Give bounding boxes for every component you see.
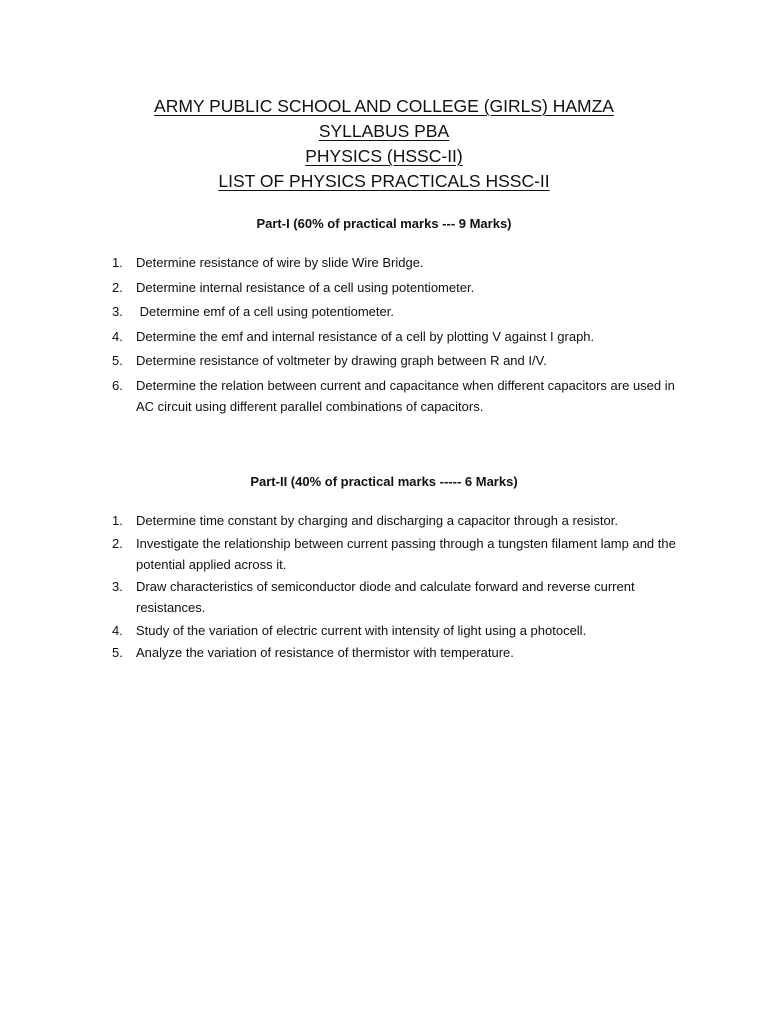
document-header bbox=[0, 94, 768, 194]
list-item-text: Determine time constant by charging and discharging a capacitor through a resistor. bbox=[136, 513, 618, 528]
list-item-text: Determine resistance of wire by slide Wire Bridge. bbox=[136, 255, 424, 270]
list-item-text: Determine the emf and internal resistance of a cell by plotting V against I graph. bbox=[136, 328, 595, 344]
syllabus-text: SYLLABUS PBA bbox=[318, 121, 450, 141]
subject-heading bbox=[0, 144, 768, 169]
list-item bbox=[0, 533, 768, 575]
list-item-number: 5. bbox=[112, 645, 123, 660]
list-item bbox=[0, 642, 768, 663]
list-item-text: Determine internal resistance of a cell using potentiometer. bbox=[136, 279, 475, 295]
list-item-text: Determine emf of a cell using potentiometer. bbox=[136, 304, 394, 319]
list-item-number: 4. bbox=[112, 328, 123, 344]
list-item-number: 3. bbox=[112, 304, 123, 319]
list-item-number: 1. bbox=[112, 513, 123, 528]
list-item-number: 4. bbox=[112, 622, 123, 638]
list-item-text: Determine the relation between current and capacitance when different capacitors are used in AC circuit using different parallel combinations of capacitors. bbox=[136, 377, 675, 414]
subject-text: PHYSICS (HSSC-II) bbox=[305, 146, 463, 166]
part2-title: Part-II (40% of practical marks ----- 6 Marks) bbox=[250, 474, 518, 489]
syllabus-heading bbox=[0, 119, 768, 144]
list-item-number: 1. bbox=[112, 255, 123, 270]
list-item bbox=[0, 277, 768, 298]
list-item bbox=[0, 510, 768, 531]
list-item bbox=[0, 301, 768, 322]
list-item bbox=[0, 326, 768, 347]
list-item-text: Study of the variation of electric current with intensity of light using a photocell. bbox=[136, 622, 587, 638]
list-title-heading bbox=[0, 169, 768, 194]
school-name-text: ARMY PUBLIC SCHOOL AND COLLEGE (GIRLS) HAMZA bbox=[154, 96, 614, 116]
list-item bbox=[0, 350, 768, 371]
list-item bbox=[0, 375, 768, 417]
school-name-heading bbox=[0, 94, 768, 119]
list-item bbox=[0, 576, 768, 618]
list-item-text: Determine resistance of voltmeter by drawing graph between R and I/V. bbox=[136, 353, 547, 368]
list-item-text: Draw characteristics of semiconductor diode and calculate forward and reverse current resistances. bbox=[136, 579, 635, 615]
list-item-text: Analyze the variation of resistance of thermistor with temperature. bbox=[136, 645, 514, 660]
list-item-number: 5. bbox=[112, 353, 123, 368]
list-item-number: 3. bbox=[112, 579, 123, 594]
list-item bbox=[0, 620, 768, 641]
list-title-text: LIST OF PHYSICS PRACTICALS HSSC-II bbox=[218, 171, 550, 191]
part1-title: Part-I (60% of practical marks --- 9 Marks) bbox=[256, 216, 512, 231]
list-item-number: 6. bbox=[112, 377, 123, 393]
part1-list bbox=[0, 252, 768, 420]
list-item-text: Investigate the relationship between current passing through a tungsten filament lamp and the potential applied across it. bbox=[136, 535, 676, 572]
list-item-number: 2. bbox=[112, 279, 123, 295]
part2-list bbox=[0, 510, 768, 665]
list-item-number: 2. bbox=[112, 535, 123, 551]
list-item bbox=[0, 252, 768, 273]
